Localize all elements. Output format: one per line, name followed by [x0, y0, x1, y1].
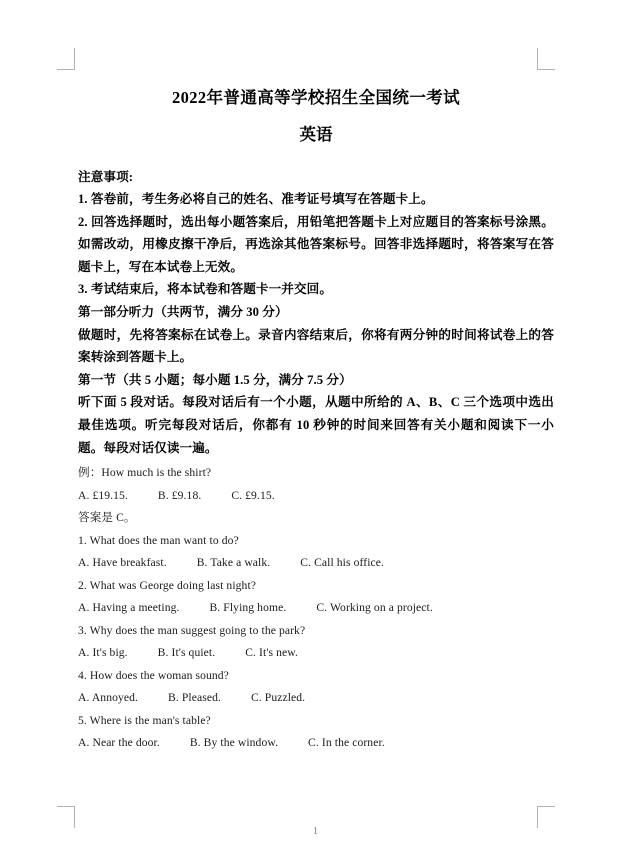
corner-mark-bottom-right: [537, 806, 555, 828]
example-options: A. £19.15. B. £9.18. C. £9.15.: [78, 488, 275, 502]
question-5-options: A. Near the door. B. By the window. C. In the corner.: [78, 736, 385, 750]
question-2-stem: 2. What was George doing last night?: [78, 578, 257, 592]
subject-title: 英语: [299, 124, 333, 144]
notice-heading: 注意事项:: [78, 169, 134, 184]
section-one-heading: 第一节（共 5 小题；每小题 1.5 分，满分 7.5 分）: [78, 372, 352, 387]
question-2-options: A. Having a meeting. B. Flying home. C. Working on a project.: [78, 601, 433, 615]
question-1-stem: 1. What does the man want to do?: [78, 533, 239, 547]
part-one-instruction: 做题时，先将答案标在试卷上。录音内容结束后，你将有两分钟的时间将试卷上的答案转涂到答题卡上。: [78, 327, 554, 365]
corner-mark-bottom-left: [57, 806, 75, 828]
example-answer: 答案是 C。: [78, 511, 136, 525]
page-number: 1: [313, 826, 318, 837]
question-4-options: A. Annoyed. B. Pleased. C. Puzzled.: [78, 691, 306, 705]
title-block: [78, 86, 554, 148]
question-4-stem: 4. How does the woman sound?: [78, 668, 229, 682]
part-one-heading: 第一部分听力（共两节，满分 30 分）: [78, 305, 288, 320]
notice-item-1: 1. 答卷前，考生务必将自己的姓名、准考证号填写在答题卡上。: [78, 192, 434, 207]
question-1-options: A. Have breakfast. B. Take a walk. C. Call his office.: [78, 556, 385, 570]
notice-item-2: 2. 回答选择题时，选出每小题答案后，用铅笔把答题卡上对应题目的答案标号涂黑。如需改动，用橡皮擦干净后，再选涂其他答案标号。回答非选择题时，将答案写在答题卡上，写在本试卷上无效。: [78, 214, 554, 274]
notice-item-3: 3. 考试结束后，将本试卷和答题卡一并交回。: [78, 282, 333, 297]
document-body: [78, 0, 554, 755]
section-one-instruction: 听下面 5 段对话。每段对话后有一个小题，从题中所给的 A、B、C 三个选项中选出最佳选项。听完每段对话后，你都有 10 秒钟的时间来回答有关小题和阅读下一小题。每段对话仅读一遍。: [78, 395, 554, 455]
question-5-stem: 5. Where is the man's table?: [78, 713, 211, 727]
example-prompt: 例：How much is the shirt?: [78, 466, 212, 480]
page-title: 2022年普通高等学校招生全国统一考试: [171, 88, 461, 107]
corner-mark-top-left: [57, 48, 75, 70]
question-3-stem: 3. Why does the man suggest going to the park?: [78, 623, 306, 637]
question-3-options: A. It's big. B. It's quiet. C. It's new.: [78, 646, 298, 660]
